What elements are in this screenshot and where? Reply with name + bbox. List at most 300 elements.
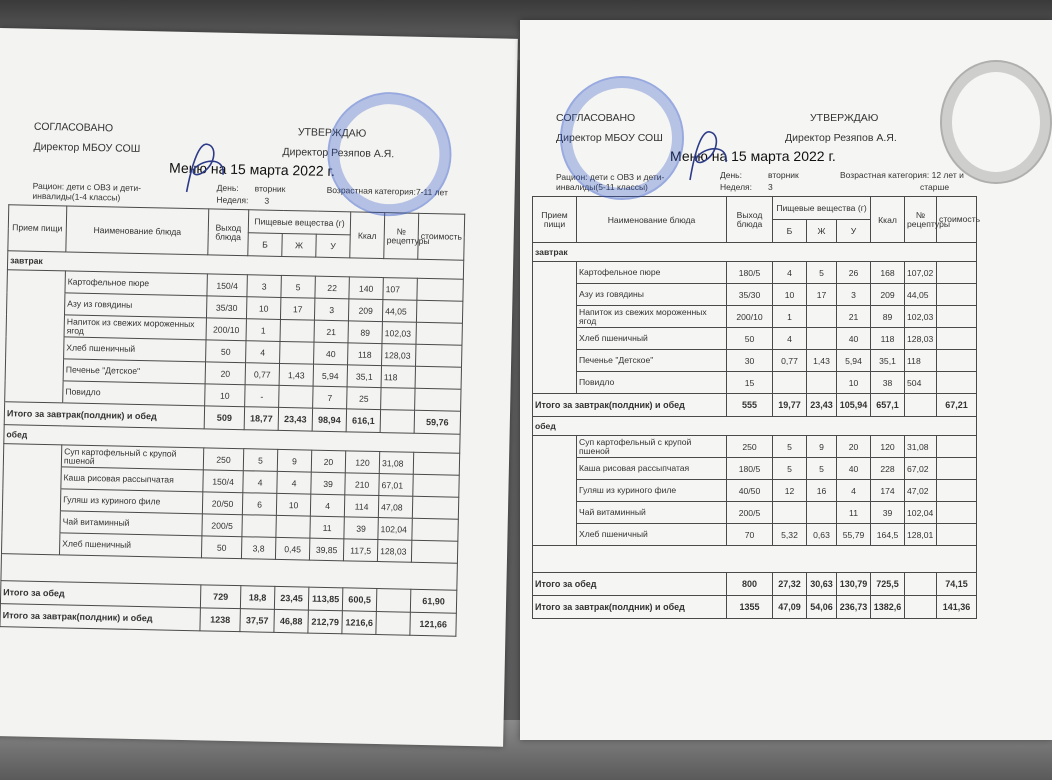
table-cell: 3 bbox=[247, 275, 281, 298]
meal-cell bbox=[533, 436, 577, 458]
table-cell: 55,79 bbox=[837, 524, 871, 546]
recipe-cell bbox=[905, 394, 937, 417]
header-b: Б bbox=[773, 220, 807, 243]
round-stamp-icon bbox=[560, 76, 684, 200]
table-cell: 107,02 bbox=[905, 262, 937, 284]
table-cell: 20 bbox=[205, 362, 245, 385]
week-value: 3 bbox=[264, 195, 270, 206]
table-cell: 212,79 bbox=[308, 610, 343, 634]
table-cell: 31,08 bbox=[379, 452, 413, 475]
meal-cell bbox=[5, 380, 63, 403]
age-label: Возрастная категория: 12 лет и bbox=[840, 170, 964, 180]
table-cell: 3 bbox=[837, 284, 871, 306]
table-cell: 250 bbox=[203, 448, 243, 471]
day-value: вторник bbox=[254, 183, 286, 195]
header-zh: Ж bbox=[807, 220, 837, 243]
table-cell bbox=[807, 502, 837, 524]
table-cell: 114 bbox=[344, 495, 378, 518]
meal-cell bbox=[6, 336, 64, 359]
table-cell: Повидло bbox=[63, 381, 205, 406]
header-nutrients: Пищевые вещества (г) bbox=[248, 210, 350, 235]
table-cell: 113,85 bbox=[308, 587, 343, 611]
round-stamp-icon bbox=[940, 60, 1052, 184]
table-cell: 7 bbox=[313, 386, 347, 409]
total-label: Итого за обед bbox=[0, 581, 200, 608]
table-cell: 174 bbox=[871, 480, 905, 502]
table-cell bbox=[276, 515, 310, 538]
table-cell: 168 bbox=[871, 262, 905, 284]
table-cell: 23,43 bbox=[807, 394, 837, 417]
table-cell: Хлеб пшеничный bbox=[577, 524, 727, 546]
table-cell: 164,5 bbox=[871, 524, 905, 546]
table-cell: 5 bbox=[807, 458, 837, 480]
table-cell: 20/50 bbox=[202, 492, 242, 515]
meal-cell bbox=[533, 480, 577, 502]
header-dish: Наименование блюда bbox=[577, 197, 727, 243]
table-row bbox=[533, 372, 977, 394]
table-cell: 4 bbox=[310, 494, 344, 517]
table-cell: 4 bbox=[277, 471, 311, 494]
menu-sheet-right bbox=[520, 20, 1052, 740]
table-cell: 236,73 bbox=[837, 596, 871, 619]
table-cell: 10 bbox=[837, 372, 871, 394]
table-cell: Гуляш из куриного филе bbox=[60, 489, 202, 514]
table-cell: Хлеб пшеничный bbox=[64, 337, 206, 362]
table-cell: 657,1 bbox=[871, 394, 905, 417]
table-cell: 46,88 bbox=[274, 609, 308, 633]
header-b: Б bbox=[248, 233, 282, 257]
header-cost: стоимость bbox=[418, 213, 465, 260]
table-cell: Каша рисовая рассыпчатая bbox=[577, 458, 727, 480]
table-row bbox=[533, 306, 977, 328]
recipe-cell bbox=[376, 589, 410, 613]
meal-cell bbox=[1, 532, 59, 555]
table-cell: 9 bbox=[807, 436, 837, 458]
approved-label: УТВЕРЖДАЮ bbox=[297, 126, 367, 140]
header-recipe: № рецептуры bbox=[905, 197, 937, 243]
meal-cell bbox=[533, 372, 577, 394]
cost-cell bbox=[413, 474, 459, 497]
menu-table bbox=[0, 204, 465, 636]
table-cell: Азу из говядины bbox=[65, 293, 207, 318]
table-cell: 39 bbox=[344, 517, 378, 540]
cost-cell bbox=[937, 436, 977, 458]
total-label: Итого за обед bbox=[533, 573, 727, 596]
table-cell: 39,85 bbox=[309, 538, 343, 561]
table-cell: Чай витаминный bbox=[60, 511, 202, 536]
cost-cell bbox=[937, 328, 977, 350]
table-cell: 1382,6 bbox=[871, 596, 905, 619]
table-cell: 120 bbox=[345, 451, 379, 474]
spacer-row bbox=[533, 546, 977, 573]
cost-cell bbox=[415, 366, 461, 389]
header-zh: Ж bbox=[282, 233, 316, 257]
table-cell: 3,8 bbox=[241, 537, 275, 560]
breakfast-total-row bbox=[533, 394, 977, 417]
table-row bbox=[533, 480, 977, 502]
table-cell: 23,45 bbox=[274, 586, 308, 610]
header-cost: стоимость bbox=[937, 197, 977, 243]
table-cell: 150/4 bbox=[203, 470, 243, 493]
total-label: Итого за завтрак(полдник) и обед bbox=[0, 604, 200, 631]
day-label: День: bbox=[216, 182, 239, 194]
table-cell: 118 bbox=[381, 366, 415, 389]
table-cell: 105,94 bbox=[837, 394, 871, 417]
table-cell: 210 bbox=[345, 473, 379, 496]
table-cell: 118 bbox=[905, 350, 937, 372]
table-cell: 10 bbox=[773, 284, 807, 306]
table-cell: 20 bbox=[837, 436, 871, 458]
lunch-label: обед bbox=[4, 425, 460, 454]
cost-cell bbox=[937, 458, 977, 480]
table-cell: 35/30 bbox=[206, 296, 246, 319]
cost-cell bbox=[937, 502, 977, 524]
meal-cell bbox=[2, 510, 60, 533]
director-right: Директор Резяпов А.Я. bbox=[785, 132, 897, 144]
table-cell: 250 bbox=[727, 436, 773, 458]
recipe-cell bbox=[376, 612, 410, 636]
table-cell: Суп картофельный с крупой пшеной bbox=[577, 436, 727, 458]
table-cell: 4 bbox=[837, 480, 871, 502]
week-label: Неделя: bbox=[216, 194, 249, 206]
table-cell: 89 bbox=[348, 321, 382, 344]
table-cell: 35,1 bbox=[347, 365, 381, 388]
table-cell: 11 bbox=[310, 516, 344, 539]
menu-sheet-left bbox=[0, 28, 518, 747]
recipe-cell bbox=[380, 410, 414, 434]
table-cell: Напиток из свежих мороженных ягод bbox=[577, 306, 727, 328]
spacer-cell bbox=[533, 546, 977, 573]
table-cell: 17 bbox=[807, 284, 837, 306]
table-cell: 1 bbox=[773, 306, 807, 328]
section-breakfast bbox=[533, 243, 977, 262]
table-cell bbox=[279, 385, 313, 408]
table-cell: 30,63 bbox=[807, 573, 837, 596]
table-cell: 180/5 bbox=[727, 262, 773, 284]
meal-cell bbox=[533, 458, 577, 480]
approved-label: УТВЕРЖДАЮ bbox=[810, 112, 879, 124]
table-cell: 16 bbox=[807, 480, 837, 502]
table-cell: 3 bbox=[314, 298, 348, 321]
table-cell: 118 bbox=[871, 328, 905, 350]
table-cell: 729 bbox=[200, 585, 240, 609]
table-cell: Каша рисовая рассыпчатая bbox=[61, 467, 203, 492]
menu-table bbox=[532, 196, 981, 619]
table-cell: 18,8 bbox=[240, 586, 274, 610]
lunch-total-row bbox=[533, 573, 977, 596]
table-cell: 9 bbox=[277, 449, 311, 472]
meal-cell bbox=[533, 350, 577, 372]
table-cell: 1,43 bbox=[807, 350, 837, 372]
table-cell: Повидло bbox=[577, 372, 727, 394]
table-cell bbox=[280, 319, 314, 342]
table-cell: 10 bbox=[276, 493, 310, 516]
table-cell: 180/5 bbox=[727, 458, 773, 480]
table-cell: 509 bbox=[204, 406, 244, 430]
table-cell: 107 bbox=[383, 278, 417, 301]
table-cell bbox=[242, 515, 276, 538]
table-cell: 5 bbox=[773, 458, 807, 480]
meal-cell bbox=[533, 284, 577, 306]
table-cell: 102,04 bbox=[378, 518, 412, 541]
signature-icon bbox=[166, 132, 237, 203]
cost-cell bbox=[416, 322, 462, 345]
ration-label: Рацион: дети с ОВЗ и дети-инвалиды(5-11 классы) bbox=[556, 172, 665, 192]
header-u: У bbox=[837, 220, 871, 243]
cost-cell bbox=[937, 284, 977, 306]
table-cell: 70 bbox=[727, 524, 773, 546]
meal-cell bbox=[3, 466, 61, 489]
table-cell: 10 bbox=[246, 297, 280, 320]
table-cell: 121,66 bbox=[410, 612, 456, 636]
header-nutrients: Пищевые вещества (г) bbox=[773, 197, 871, 220]
table-cell: - bbox=[245, 385, 279, 408]
meal-cell bbox=[533, 502, 577, 524]
table-cell: 15 bbox=[727, 372, 773, 394]
table-cell: 61,90 bbox=[410, 589, 456, 613]
table-cell: 44,05 bbox=[382, 300, 416, 323]
header-meal: Прием пищи bbox=[533, 197, 577, 243]
table-cell: 1355 bbox=[727, 596, 773, 619]
table-cell: 102,03 bbox=[382, 322, 416, 345]
table-cell: 1238 bbox=[200, 608, 240, 632]
menu-title: Меню на 15 марта 2022 г. bbox=[670, 148, 836, 164]
meal-cell bbox=[533, 262, 577, 284]
meal-cell bbox=[6, 314, 64, 337]
table-cell: 200/5 bbox=[202, 514, 242, 537]
table-cell: Хлеб пшеничный bbox=[59, 533, 201, 558]
signature-icon bbox=[670, 120, 740, 190]
table-cell: Печенье "Детское" bbox=[63, 359, 205, 384]
table-cell: 18,77 bbox=[244, 407, 278, 431]
table-cell: 27,32 bbox=[773, 573, 807, 596]
table-cell: 20 bbox=[311, 450, 345, 473]
table-cell: 50 bbox=[206, 340, 246, 363]
table-cell: 30 bbox=[727, 350, 773, 372]
cost-cell bbox=[416, 344, 462, 367]
breakfast-label: завтрак bbox=[7, 251, 463, 280]
table-cell: 37,57 bbox=[240, 609, 274, 633]
meal-cell bbox=[7, 292, 65, 315]
table-cell: 40 bbox=[837, 328, 871, 350]
meal-cell bbox=[5, 358, 63, 381]
table-cell: 0,77 bbox=[773, 350, 807, 372]
table-row bbox=[533, 262, 977, 284]
header-yield: Выход блюда bbox=[727, 197, 773, 243]
table-cell: 200/10 bbox=[206, 318, 246, 341]
table-cell: 600,5 bbox=[342, 588, 376, 612]
table-cell: 38 bbox=[871, 372, 905, 394]
table-row bbox=[533, 284, 977, 306]
table-cell: 0,63 bbox=[807, 524, 837, 546]
meal-cell bbox=[7, 270, 65, 293]
agreed-label: СОГЛАСОВАНО bbox=[33, 120, 114, 135]
table-cell: Азу из говядины bbox=[577, 284, 727, 306]
table-cell: 35,1 bbox=[871, 350, 905, 372]
header-dish: Наименование блюда bbox=[66, 206, 209, 255]
table-cell: 67,21 bbox=[937, 394, 977, 417]
week-value: 3 bbox=[768, 182, 773, 192]
table-cell: 47,02 bbox=[905, 480, 937, 502]
table-cell: Чай витаминный bbox=[577, 502, 727, 524]
table-cell: 150/4 bbox=[207, 274, 247, 297]
meal-cell bbox=[3, 444, 61, 467]
header-kcal: Ккал bbox=[350, 212, 385, 259]
table-cell: 1,43 bbox=[279, 363, 313, 386]
table-cell: 5 bbox=[773, 436, 807, 458]
table-cell bbox=[773, 372, 807, 394]
table-row bbox=[533, 458, 977, 480]
table-cell: 12 bbox=[773, 480, 807, 502]
table-cell: Хлеб пшеничный bbox=[577, 328, 727, 350]
table-cell: 140 bbox=[349, 277, 383, 300]
cost-cell bbox=[413, 452, 459, 475]
header-meal: Прием пищи bbox=[8, 205, 67, 252]
table-cell: 44,05 bbox=[905, 284, 937, 306]
table-row bbox=[533, 524, 977, 546]
table-cell: 0,45 bbox=[275, 537, 309, 560]
table-cell: 40 bbox=[314, 342, 348, 365]
cost-cell bbox=[937, 350, 977, 372]
table-cell: 5 bbox=[281, 275, 315, 298]
director-right: Директор Резяпов А.Я. bbox=[282, 145, 395, 161]
total-label: Итого за завтрак(полдник) и обед bbox=[4, 402, 204, 429]
table-cell: 19,77 bbox=[773, 394, 807, 417]
table-cell: 40 bbox=[837, 458, 871, 480]
table-cell: 67,02 bbox=[905, 458, 937, 480]
table-cell: 102,04 bbox=[905, 502, 937, 524]
table-cell: Напиток из свежих мороженных ягод bbox=[64, 315, 206, 340]
header-kcal: Ккал bbox=[871, 197, 905, 243]
table-cell: 4 bbox=[246, 341, 280, 364]
table-cell: 47,08 bbox=[378, 496, 412, 519]
cost-cell bbox=[937, 480, 977, 502]
table-cell: 504 bbox=[905, 372, 937, 394]
cost-cell bbox=[937, 306, 977, 328]
table-cell bbox=[807, 328, 837, 350]
table-cell: 209 bbox=[871, 284, 905, 306]
table-cell: 50 bbox=[201, 536, 241, 559]
table-cell: 120 bbox=[871, 436, 905, 458]
table-cell: 209 bbox=[348, 299, 382, 322]
recipe-cell bbox=[905, 573, 937, 596]
table-cell: 1216,6 bbox=[342, 611, 376, 635]
table-cell: 725,5 bbox=[871, 573, 905, 596]
meal-cell bbox=[533, 524, 577, 546]
table-cell: Картофельное пюре bbox=[577, 262, 727, 284]
table-cell: 102,03 bbox=[905, 306, 937, 328]
table-cell: 5 bbox=[243, 449, 277, 472]
table-cell: 555 bbox=[727, 394, 773, 417]
table-cell: 200/10 bbox=[727, 306, 773, 328]
meal-cell bbox=[533, 306, 577, 328]
table-cell: 128,03 bbox=[382, 344, 416, 367]
menu-title: Меню на 15 марта 2022 г. bbox=[168, 159, 335, 180]
cost-cell bbox=[412, 518, 458, 541]
table-cell: 10 bbox=[205, 384, 245, 407]
cost-cell bbox=[416, 300, 462, 323]
cost-cell bbox=[412, 496, 458, 519]
day-label: День: bbox=[720, 170, 742, 180]
age-label: Возрастная категория:7-11 лет bbox=[326, 184, 449, 198]
table-cell: 6 bbox=[242, 493, 276, 516]
table-cell bbox=[381, 388, 415, 411]
total-label: Итого за завтрак(полдник) и обед bbox=[533, 394, 727, 417]
table-cell: 128,03 bbox=[905, 328, 937, 350]
table-cell: 0,77 bbox=[245, 363, 279, 386]
grand-total-row bbox=[533, 596, 977, 619]
table-cell: Суп картофельный с крупой пшеной bbox=[61, 445, 203, 470]
table-row bbox=[533, 436, 977, 458]
table-row bbox=[533, 502, 977, 524]
week-label: Неделя: bbox=[720, 182, 753, 192]
table-cell: Печенье "Детское" bbox=[577, 350, 727, 372]
director-left: Директор МБОУ СОШ bbox=[556, 132, 663, 144]
table-cell: 117,5 bbox=[343, 539, 377, 562]
table-cell bbox=[807, 372, 837, 394]
header-row bbox=[533, 197, 977, 220]
table-cell: 1 bbox=[246, 319, 280, 342]
cost-cell bbox=[937, 372, 977, 394]
table-cell: 5,94 bbox=[837, 350, 871, 372]
table-row bbox=[533, 350, 977, 372]
table-cell: 128,03 bbox=[377, 540, 411, 563]
table-cell: 67,01 bbox=[379, 474, 413, 497]
table-cell: 130,79 bbox=[837, 573, 871, 596]
table-cell: 5 bbox=[807, 262, 837, 284]
table-cell: 21 bbox=[314, 320, 348, 343]
recipe-cell bbox=[905, 596, 937, 619]
cost-cell bbox=[415, 388, 461, 411]
table-cell: Картофельное пюре bbox=[65, 271, 207, 296]
cost-cell bbox=[937, 262, 977, 284]
table-cell: 118 bbox=[348, 343, 382, 366]
table-cell: 26 bbox=[837, 262, 871, 284]
table-cell: 200/5 bbox=[727, 502, 773, 524]
table-cell: 39 bbox=[311, 472, 345, 495]
table-cell: 800 bbox=[727, 573, 773, 596]
table-cell: 128,01 bbox=[905, 524, 937, 546]
age-label-2: старше bbox=[920, 182, 950, 192]
table-cell: 39 bbox=[871, 502, 905, 524]
table-cell: 25 bbox=[347, 387, 381, 410]
table-cell: 228 bbox=[871, 458, 905, 480]
table-cell: 17 bbox=[280, 297, 314, 320]
meal-cell bbox=[2, 488, 60, 511]
table-cell: 4 bbox=[243, 471, 277, 494]
table-cell: 141,36 bbox=[937, 596, 977, 619]
director-left: Директор МБОУ СОШ bbox=[33, 140, 141, 155]
agreed-label: СОГЛАСОВАНО bbox=[556, 112, 636, 124]
table-cell: 89 bbox=[871, 306, 905, 328]
header-yield: Выход блюда bbox=[208, 209, 249, 256]
ration-label: Рацион: дети с ОВЗ и дети-инвалиды(1-4 классы) bbox=[32, 180, 142, 203]
table-cell: 98,94 bbox=[312, 408, 347, 432]
cost-cell bbox=[411, 540, 457, 563]
table-cell: 23,43 bbox=[278, 407, 312, 431]
table-cell: Гуляш из куриного филе bbox=[577, 480, 727, 502]
table-cell bbox=[807, 306, 837, 328]
table-row bbox=[533, 328, 977, 350]
table-cell: 59,76 bbox=[414, 410, 460, 434]
table-cell: 5,32 bbox=[773, 524, 807, 546]
breakfast-label: завтрак bbox=[533, 243, 977, 262]
day-value: вторник bbox=[768, 170, 799, 180]
table-cell: 54,06 bbox=[807, 596, 837, 619]
table-cell bbox=[280, 341, 314, 364]
table-cell: 47,09 bbox=[773, 596, 807, 619]
round-stamp-icon bbox=[326, 91, 453, 218]
